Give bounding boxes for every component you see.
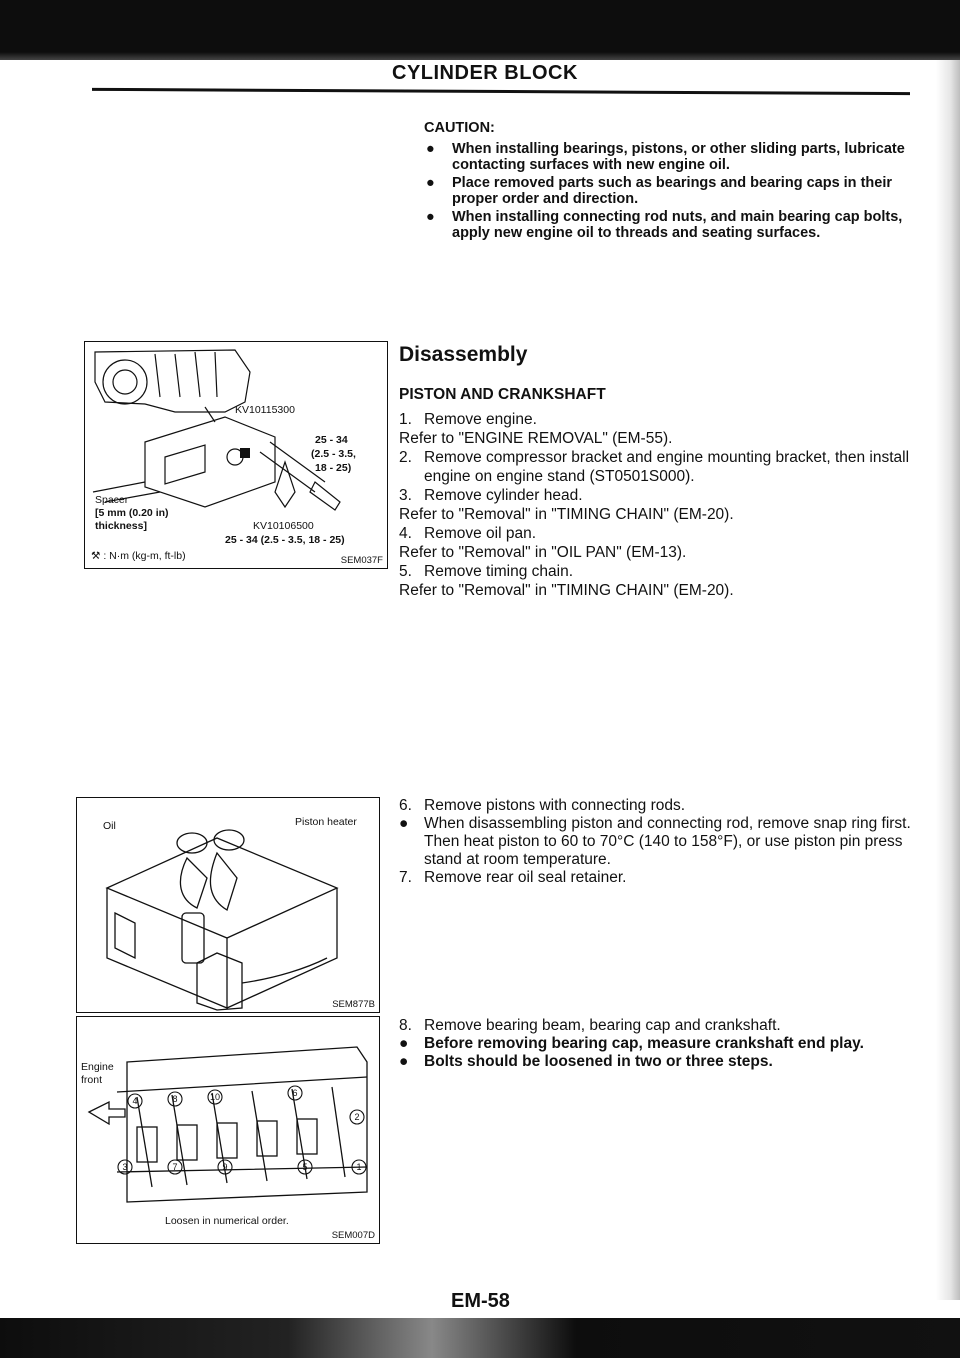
subsection-title: PISTON AND CRANKSHAFT: [399, 386, 606, 403]
bolt-number: 9: [222, 1162, 228, 1172]
caution-heading: CAUTION:: [424, 120, 495, 136]
spacer-thickness-label: thickness]: [95, 520, 147, 532]
tool-label-1: KV10115300: [235, 404, 295, 416]
bullet-item: ● Before removing bearing cap, measure crankshaft end play.: [399, 1035, 864, 1052]
bolt-number: 7: [172, 1162, 178, 1172]
step-item: 1. Remove engine.: [399, 411, 537, 428]
steps-list-2: [399, 797, 919, 887]
step-item: 4. Remove oil pan.: [399, 525, 537, 542]
bearing-cap-illustration: [77, 1017, 379, 1243]
bullet-item: ● When disassembling piston and connecting rod, remove snap ring first. Then heat piston to 60 to 70°C (140 to 158°F), or use piston pin press stand at room temperature.: [399, 815, 911, 868]
bolt-number: 3: [122, 1162, 128, 1172]
piston-heater-label: Piston heater: [295, 816, 357, 828]
spacer-label: Spacer: [95, 494, 129, 506]
engine-label: Engine: [81, 1061, 114, 1073]
bottom-scan-bar: [0, 1318, 960, 1358]
top-scan-bar: [0, 0, 960, 58]
step-ref: Refer to "Removal" in "TIMING CHAIN" (EM-20).: [399, 582, 734, 599]
right-scan-edge: [936, 60, 960, 1300]
caution-item: ● Place removed parts such as bearings and bearing caps in their proper order and direction.: [426, 175, 892, 207]
bullet-icon: ●: [426, 175, 435, 191]
step-item: 8. Remove bearing beam, bearing cap and crankshaft.: [399, 1017, 781, 1034]
torque-label-1a: 25 - 34: [315, 434, 348, 446]
figure-bearing-cap-order: [76, 1016, 380, 1244]
bolt-number: 5: [302, 1162, 308, 1172]
top-scan-edge: [0, 52, 960, 60]
bullet-item: ● Bolts should be loosened in two or three steps.: [399, 1053, 773, 1070]
bolt-number: 8: [172, 1094, 178, 1104]
bullet-icon: ●: [399, 1053, 409, 1070]
torque-label-1c: 18 - 25): [315, 462, 352, 474]
torque-label-2: 25 - 34 (2.5 - 3.5, 18 - 25): [225, 534, 345, 546]
figure-caption: Loosen in numerical order.: [165, 1215, 289, 1227]
bolt-number: 4: [132, 1096, 138, 1106]
figure-code: SEM877B: [332, 999, 375, 1010]
step-ref: Refer to "ENGINE REMOVAL" (EM-55).: [399, 430, 673, 447]
front-label: front: [81, 1074, 103, 1086]
step-item: 3. Remove cylinder head.: [399, 487, 583, 504]
section-title: Disassembly: [399, 343, 528, 366]
figure-engine-stand: [84, 341, 388, 569]
page-title: CYLINDER BLOCK: [392, 62, 578, 84]
bolt-number: 1: [356, 1162, 362, 1172]
steps-list: [399, 410, 919, 600]
bolt-number: 10: [209, 1092, 221, 1102]
title-rule: [92, 88, 910, 95]
caution-item: ● When installing connecting rod nuts, and main bearing cap bolts, apply new engine oil to threads and seating surfaces.: [426, 209, 903, 241]
tool-label-2: KV10106500: [253, 520, 314, 532]
figure-piston-heater: [76, 797, 380, 1013]
step-item: 5. Remove timing chain.: [399, 563, 574, 580]
piston-heater-illustration: [77, 798, 379, 1012]
torque-label-1b: (2.5 - 3.5,: [311, 448, 356, 460]
bullet-icon: ●: [399, 815, 409, 832]
torque-wrench-icon: ⚒: [91, 550, 101, 562]
spacer-size-label: [5 mm (0.20 in): [95, 507, 169, 519]
bolt-number: 2: [354, 1112, 360, 1122]
step-item: 7. Remove rear oil seal retainer.: [399, 869, 627, 886]
oil-label: Oil: [103, 820, 116, 832]
units-legend: ⚒ : N·m (kg-m, ft-lb): [91, 550, 186, 562]
step-ref: Refer to "Removal" in "OIL PAN" (EM-13).: [399, 544, 687, 561]
bullet-icon: ●: [426, 141, 435, 157]
bullet-icon: ●: [399, 1035, 409, 1052]
caution-block: [424, 120, 924, 243]
bolt-number: 6: [292, 1088, 298, 1098]
caution-item: ● When installing bearings, pistons, or other sliding parts, lubricate contacting surfaces with new engine oil.: [426, 141, 905, 173]
step-ref: Refer to "Removal" in "TIMING CHAIN" (EM-20).: [399, 506, 734, 523]
step-item: 6. Remove pistons with connecting rods.: [399, 797, 686, 814]
bullet-icon: ●: [426, 209, 435, 225]
step-item: 2. Remove compressor bracket and engine mounting bracket, then install engine on engine stand (ST0501S000).: [399, 449, 910, 485]
figure-code: SEM037F: [340, 555, 383, 566]
page-number: EM-58: [451, 1290, 510, 1312]
figure-code: SEM007D: [331, 1230, 375, 1241]
steps-list-3: [399, 1017, 919, 1071]
